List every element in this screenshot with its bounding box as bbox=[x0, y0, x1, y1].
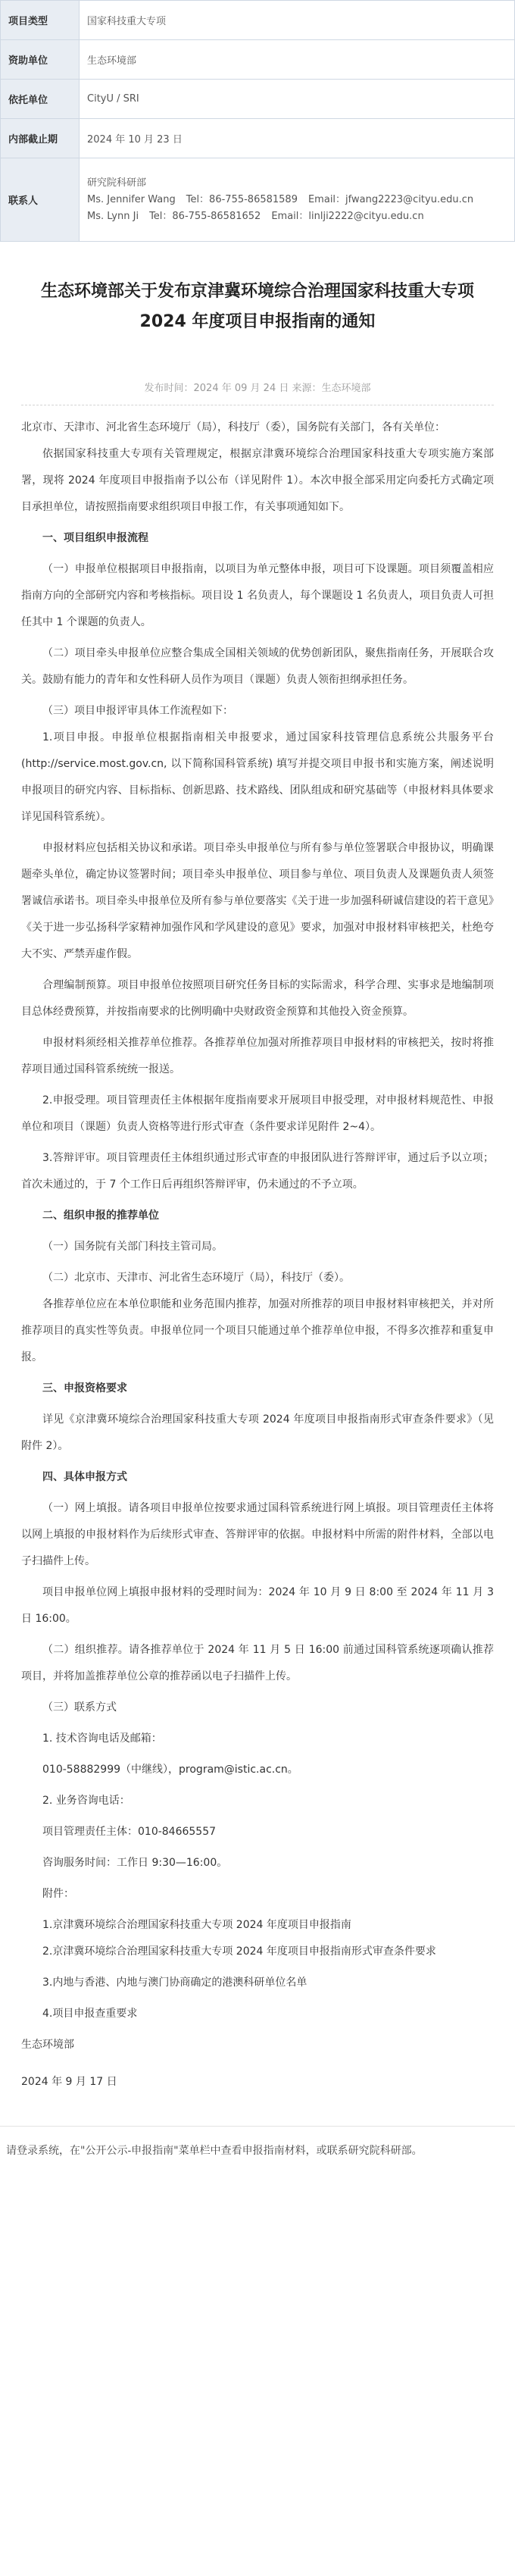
paragraph: （一）申报单位根据项目申报指南，以项目为单元整体申报，项目可下设课题。项目须覆盖相应指南方向的全部研究内容和考核指标。项目设 1 名负责人，每个课题设 1 名负责人，项目负责人可担任其中 1 个课题的负责人。 bbox=[21, 563, 494, 628]
contact-person bbox=[87, 192, 507, 208]
contact-item: 2. 业务咨询电话： bbox=[42, 1795, 130, 1807]
info-key: 资助单位 bbox=[1, 40, 80, 80]
contact-tel: Tel：86-755-86581652 bbox=[149, 210, 261, 222]
contact-item: 1. 技术咨询电话及邮箱： bbox=[42, 1732, 162, 1745]
page-title: 生态环境部关于发布京津冀环境综合治理国家科技重大专项 2024 年度项目申报指南的通知 bbox=[40, 282, 474, 331]
paragraph: 详见《京津冀环境综合治理国家科技重大专项 2024 年度项目申报指南形式审查条件要求》（见附件 2）。 bbox=[21, 1413, 494, 1452]
section-heading: 一、项目组织申报流程 bbox=[42, 532, 148, 544]
section-heading: 四、具体申报方式 bbox=[42, 1471, 127, 1483]
info-key: 依托单位 bbox=[1, 80, 80, 119]
contact-person bbox=[87, 208, 507, 225]
paragraph: 各推荐单位应在本单位职能和业务范围内推荐，加强对所推荐的项目申报材料审核把关，并对所推荐项目的真实性等负责。申报单位同一个项目只能通过单个推荐单位申报，不得多次推荐和重复申报。 bbox=[21, 1298, 494, 1363]
footer-note: 请登录系统，在"公开公示-申报指南"菜单栏中查看申报指南材料，或联系研究院科研部。 bbox=[6, 2145, 423, 2157]
info-value: 国家科技重大专项 bbox=[80, 1, 515, 40]
info-row-deadline bbox=[1, 119, 515, 158]
contact-org: 研究院科研部 bbox=[87, 177, 147, 189]
info-key: 联系人 bbox=[1, 158, 80, 242]
paragraph: （三）联系方式 bbox=[42, 1701, 117, 1714]
section-heading: 三、申报资格要求 bbox=[42, 1382, 127, 1394]
contact-item[interactable]: 010-58882999（中继线），program@istic.ac.cn。 bbox=[42, 1764, 298, 1776]
info-row-contact bbox=[1, 158, 515, 242]
info-value: CityU / SRI bbox=[80, 80, 515, 119]
paragraph: 3.答辩评审。项目管理责任主体组织通过形式审查的申报团队进行答辩评审，通过后予以立项；首次未通过的，于 7 个工作日后再组织答辩评审，仍未通过的不予立项。 bbox=[21, 1152, 494, 1191]
paragraph: （二）项目牵头申报单位应整合集成全国相关领域的优势创新团队，聚焦指南任务，开展联合攻关。鼓励有能力的青年和女性科研人员作为项目（课题）负责人领衔担纲承担任务。 bbox=[21, 647, 494, 686]
attachments-label: 附件： bbox=[42, 1888, 74, 1900]
info-value: 生态环境部 bbox=[80, 40, 515, 80]
paragraph: 1.项目申报。申报单位根据指南相关申报要求，通过国家科技管理信息系统公共服务平台(http://service.most.gov.cn, 以下简称国科管系统) 填写并提交项目申报书和实施方案，阐述说明申报项目的研究内容、目标指标、创新思路、技术路线、团队组成和研究基础等（申报材料具体要求详见国科管系统）。 bbox=[21, 731, 494, 823]
info-row-type bbox=[1, 1, 515, 40]
paragraph: （二）组织推荐。请各推荐单位于 2024 年 11 月 5 日 16:00 前通过国科管系统逐项确认推荐项目，并将加盖推荐单位公章的推荐函以电子扫描件上传。 bbox=[21, 1644, 494, 1682]
contact-block bbox=[80, 158, 515, 242]
paragraph: 依据国家科技重大专项有关管理规定，根据京津冀环境综合治理国家科技重大专项实施方案部署，现将 2024 年度项目申报指南予以公布（详见附件 1）。本次申报全部采用定向委托方式确定项目承担单位，请按照指南要求组织项目申报工作，有关事项通知如下。 bbox=[21, 448, 494, 513]
paragraph: （一）国务院有关部门科技主管司局。 bbox=[42, 1241, 223, 1253]
contact-email[interactable]: Email：linlji2222@cityu.edu.cn bbox=[271, 210, 424, 222]
signature-date: 2024 年 9 月 17 日 bbox=[21, 2076, 117, 2088]
notice-article bbox=[0, 242, 515, 2096]
attachment-link[interactable]: 2.京津冀环境综合治理国家科技重大专项 2024 年度项目申报指南形式审查条件要求 bbox=[42, 1945, 436, 1958]
project-info-table bbox=[0, 0, 515, 242]
section-heading: 二、组织申报的推荐单位 bbox=[42, 1210, 159, 1222]
info-value: 2024 年 10 月 23 日 bbox=[80, 119, 515, 158]
info-row-funder bbox=[1, 40, 515, 80]
paragraph: （一）网上填报。请各项目申报单位按要求通过国科管系统进行网上填报。项目管理责任主体将以网上填报的申报材料作为后续形式审查、答辩评审的依据。申报材料中所需的附件材料，全部以电子扫描件上传。 bbox=[21, 1502, 494, 1567]
contact-item: 咨询服务时间：工作日 9:30—16:00。 bbox=[42, 1857, 228, 1869]
info-row-host bbox=[1, 80, 515, 119]
attachment-link[interactable]: 1.京津冀环境综合治理国家科技重大专项 2024 年度项目申报指南 bbox=[42, 1919, 351, 1931]
attachment-link[interactable]: 4.项目申报查重要求 bbox=[42, 2008, 138, 2020]
contact-name: Ms. Lynn Ji bbox=[87, 210, 139, 222]
attachment-link[interactable]: 3.内地与香港、内地与澳门协商确定的港澳科研单位名单 bbox=[42, 1977, 307, 1989]
paragraph: 申报材料应包括相关协议和承诺。项目牵头申报单位与所有参与单位签署联合申报协议，明确课题牵头单位，确定协议签署时间；项目牵头申报单位、项目参与单位、项目负责人及课题负责人须签署诚信承诺书。项目牵头申报单位及所有参与单位要落实《关于进一步加强科研诚信建设的若干意见》《关于进一步弘扬科学家精神加强作风和学风建设的意见》要求，加强对申报材料审核把关，杜绝夸大不实、严禁弄虚作假。 bbox=[21, 842, 494, 960]
contact-email[interactable]: Email：jfwang2223@cityu.edu.cn bbox=[307, 193, 474, 205]
info-key: 内部截止期 bbox=[1, 119, 80, 158]
paragraph: 申报材料须经相关推荐单位推荐。各推荐单位加强对所推荐项目申报材料的审核把关，按时将推荐项目通过国科管系统统一报送。 bbox=[21, 1037, 494, 1075]
paragraph: （二）北京市、天津市、河北省生态环境厅（局），科技厅（委）。 bbox=[42, 1272, 350, 1284]
signature: 生态环境部 bbox=[21, 2039, 74, 2051]
paragraph: 2.申报受理。项目管理责任主体根据年度指南要求开展项目申报受理，对申报材料规范性、申报单位和项目（课题）负责人资格等进行形式审查（条件要求详见附件 2~4）。 bbox=[21, 1094, 494, 1133]
contact-name: Ms. Jennifer Wang bbox=[87, 193, 176, 205]
publish-meta: 发布时间：2024 年 09 月 24 日 来源：生态环境部 bbox=[144, 383, 371, 394]
paragraph: 合理编制预算。项目申报单位按照项目研究任务目标的实际需求，科学合理、实事求是地编制项目总体经费预算，并按指南要求的比例明确中央财政资金预算和其他投入资金预算。 bbox=[21, 979, 494, 1018]
contact-item: 项目管理责任主体：010-84665557 bbox=[42, 1826, 217, 1838]
paragraph: （三）项目申报评审具体工作流程如下： bbox=[42, 705, 233, 717]
article-body bbox=[21, 415, 494, 2096]
salutation: 北京市、天津市、河北省生态环境厅（局），科技厅（委），国务院有关部门，各有关单位： bbox=[21, 421, 445, 434]
paragraph: 项目申报单位网上填报申报材料的受理时间为：2024 年 10 月 9 日 8:00 至 2024 年 11 月 3 日 16:00。 bbox=[21, 1586, 494, 1625]
contact-tel: Tel：86-755-86581589 bbox=[186, 193, 298, 205]
info-key: 项目类型 bbox=[1, 1, 80, 40]
